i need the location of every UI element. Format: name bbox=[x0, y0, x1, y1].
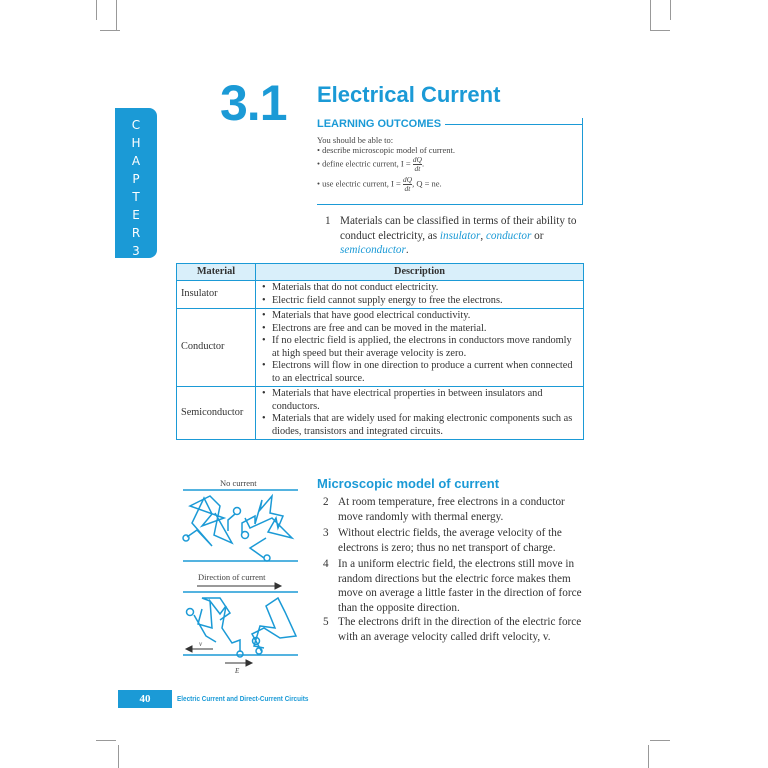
point-4: 4 In a uniform electric field, the electrons still move in random directions but the electric force makes them move on average a little faster in the direction of force than the opposite direction. bbox=[323, 558, 582, 614]
chapter-letter: C bbox=[131, 118, 141, 132]
crop-mark bbox=[96, 740, 116, 741]
column-header: Material bbox=[177, 264, 256, 281]
table-row: Semiconductor • Materials that have electrical properties in between insulators and conductors. • Materials that are widely used for making electronic components such as diodes, transistors and integrated circuits. bbox=[177, 387, 584, 440]
chapter-letter: 3 bbox=[132, 244, 140, 258]
crop-mark bbox=[100, 30, 120, 31]
crop-mark bbox=[648, 745, 649, 768]
crop-mark bbox=[118, 745, 119, 768]
chapter-letter: H bbox=[131, 136, 141, 150]
material-cell: Conductor bbox=[177, 309, 256, 387]
subsection-title: Microscopic model of current bbox=[317, 476, 500, 491]
point-5: 5 The electrons drift in the direction of the electric force with an average velocity called drift velocity, v. bbox=[323, 616, 582, 643]
section-number: 3.1 bbox=[220, 75, 287, 131]
material-cell: Insulator bbox=[177, 281, 256, 309]
crop-mark bbox=[670, 0, 671, 20]
learning-outcomes-box bbox=[317, 118, 583, 205]
running-footer: Electric Current and Direct-Current Circuits bbox=[177, 694, 309, 703]
table-row: Insulator • Materials that do not conduct electricity. • Electric field cannot supply energy to free the electrons. bbox=[177, 281, 584, 309]
crop-mark bbox=[650, 740, 670, 741]
learning-outcomes-heading: LEARNING OUTCOMES bbox=[317, 118, 445, 130]
point-3: 3 Without electric fields, the average velocity of the electrons is zero; thus no net transport of charge. bbox=[323, 527, 562, 554]
table-row: Conductor • Materials that have good electrical conductivity. • Electrons are free and can be moved in the material. • If no electric field is applied, the electrons in conductors move randomly at high speed but their average velocity is zero. • Electrons will flow in one direction to produce a current when connected to an electrical source. bbox=[177, 309, 584, 387]
outcome-item: • define electric current, I = $\frac{dQ}{dt}$ . bbox=[317, 155, 425, 173]
figure-label-direction: Direction of current bbox=[198, 572, 266, 582]
section-title: Electrical Current bbox=[317, 82, 501, 107]
figure-label-E: E bbox=[235, 667, 240, 675]
figure-label-v: v bbox=[199, 640, 203, 648]
chapter-letter: P bbox=[132, 172, 140, 186]
chapter-tab bbox=[115, 108, 157, 258]
keyword-semiconductor: semiconductor bbox=[340, 244, 406, 256]
crop-mark bbox=[650, 30, 670, 31]
point-2: 2 At room temperature, free electrons in a conductor move randomly with thermal energy. bbox=[323, 496, 565, 523]
material-cell: Semiconductor bbox=[177, 387, 256, 440]
outcome-item: • describe microscopic model of current. bbox=[317, 145, 455, 155]
electron-motion-diagram bbox=[180, 488, 300, 673]
learning-outcomes-intro: You should be able to: bbox=[317, 135, 394, 145]
chapter-letter: E bbox=[132, 208, 140, 222]
chapter-letter: R bbox=[131, 226, 141, 240]
crop-mark bbox=[96, 0, 97, 20]
keyword-conductor: conductor bbox=[485, 229, 532, 242]
chapter-letter: T bbox=[132, 190, 140, 204]
chapter-letter: A bbox=[131, 154, 141, 168]
crop-mark bbox=[116, 0, 117, 30]
column-header: Description bbox=[256, 264, 584, 281]
crop-mark bbox=[650, 0, 651, 30]
keyword-insulator: insulator bbox=[439, 229, 481, 242]
figure-label-no-current: No current bbox=[220, 478, 257, 488]
page-number: 40 bbox=[118, 690, 172, 708]
materials-table bbox=[176, 263, 584, 440]
outcome-item: • use electric current, I = $\frac{dQ}{dt}$ , Q = ne. bbox=[317, 175, 442, 193]
